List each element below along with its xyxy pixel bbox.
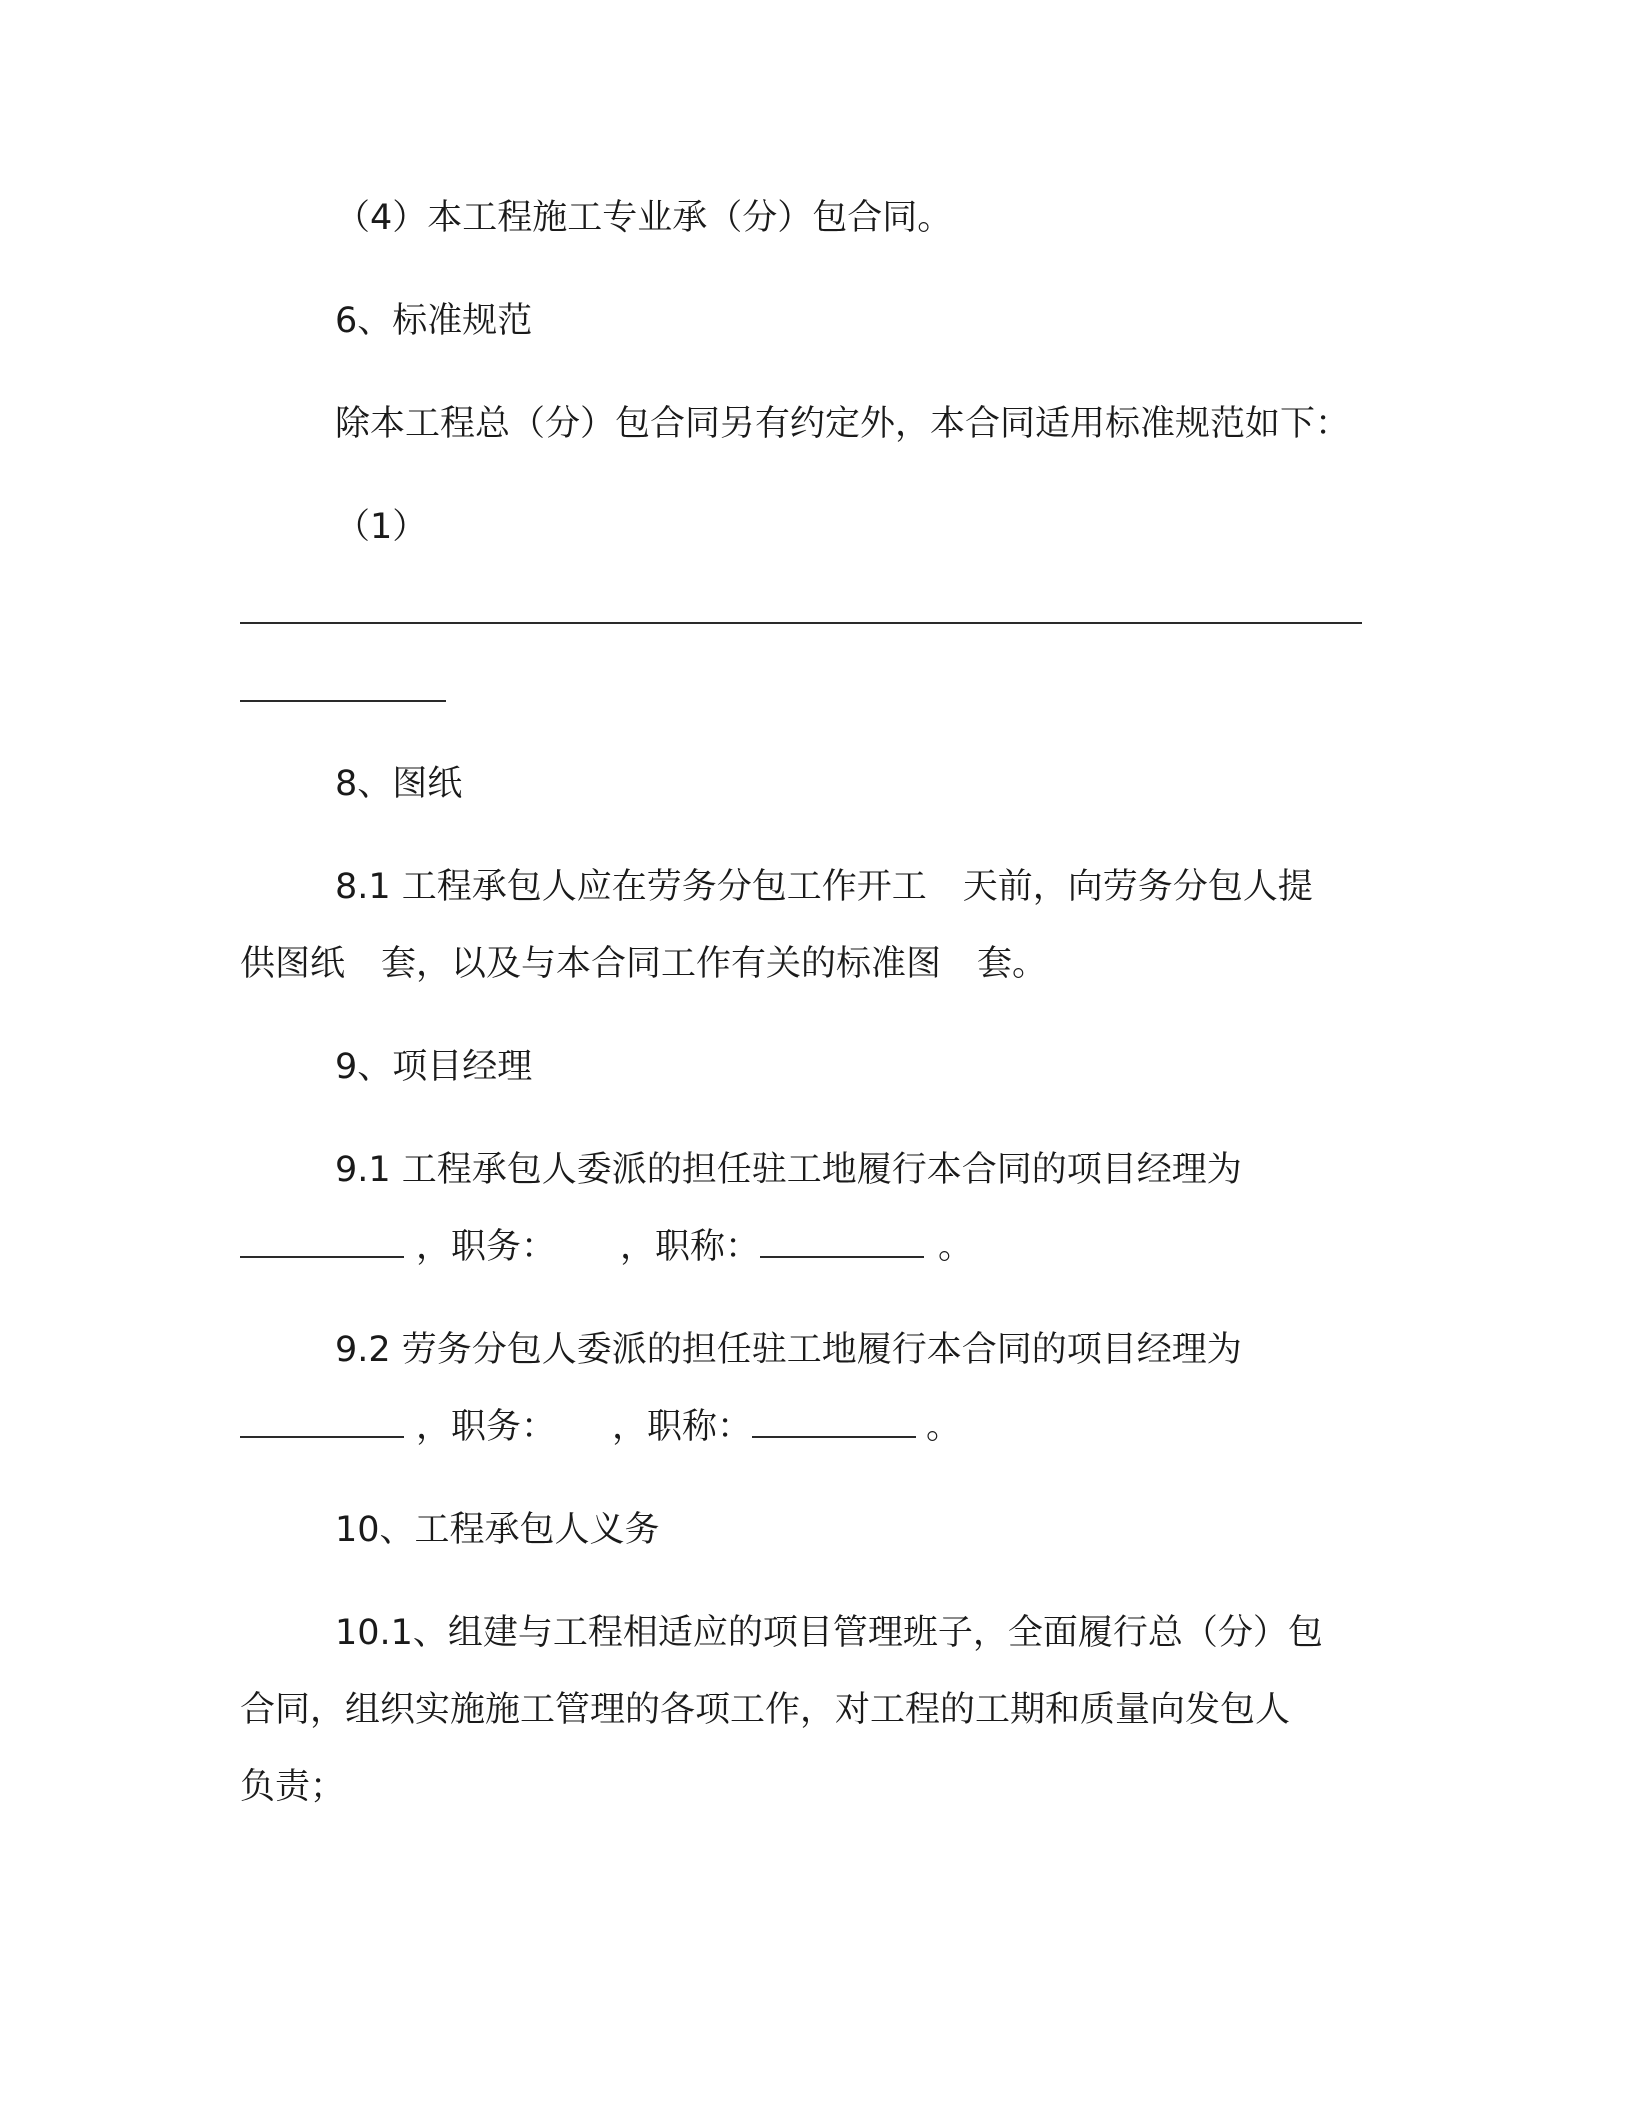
clause-8-1-text-d: 套，以及与本合同工作有关的标准图 [381,944,942,984]
clause-6-1-label: （1） [335,507,428,547]
blank-manager-name [240,1226,404,1258]
fill-in-rule-short [240,700,446,702]
section-6-text: 除本工程总（分）包合同另有约定外，本合同适用标准规范如下： [335,404,1351,444]
clause-9-2-line2 [240,1405,961,1449]
section-8-heading: 8、图纸 [335,764,463,804]
section-9-heading: 9、项目经理 [335,1047,533,1087]
section-10-heading: 10、工程承包人义务 [335,1510,660,1550]
section-6-heading: 6、标准规范 [335,301,533,341]
label-title: ，职称： [620,1227,761,1267]
label-position: ，职务： [416,1227,557,1267]
end-period-2: 。 [926,1407,962,1447]
clause-8-1-line2 [240,942,1047,986]
clause-9-1-line2 [240,1225,973,1269]
clause-5-4: （4）本工程施工专业承（分）包合同。 [335,198,953,238]
end-period: 。 [938,1227,974,1267]
clause-10-1-line3: 负责； [240,1767,346,1807]
clause-10-1-line1: 10.1、组建与工程相适应的项目管理班子，全面履行总（分）包 [335,1613,1323,1653]
blank-title-2 [752,1406,916,1438]
clause-9-1-line1: 9.1 工程承包人委派的担任驻工地履行本合同的项目经理为 [335,1150,1242,1190]
clause-8-1-text-a: 8.1 工程承包人应在劳务分包工作开工 [335,867,927,907]
clause-10-1-line2: 合同，组织实施施工管理的各项工作，对工程的工期和质量向发包人 [240,1690,1291,1730]
label-position-2: ，职务： [416,1407,557,1447]
label-title-2: ，职称： [612,1407,753,1447]
clause-8-1-text-c: 供图纸 [240,944,346,984]
fill-in-rule-long [240,622,1362,624]
blank-manager-name-2 [240,1406,404,1438]
clause-8-1-text-e: 套。 [977,944,1048,984]
clause-8-1-text-b: 天前，向劳务分包人提 [962,867,1313,907]
clause-8-1-line1 [335,865,1313,909]
clause-9-2-line1: 9.2 劳务分包人委派的担任驻工地履行本合同的项目经理为 [335,1330,1242,1370]
blank-title [760,1226,924,1258]
